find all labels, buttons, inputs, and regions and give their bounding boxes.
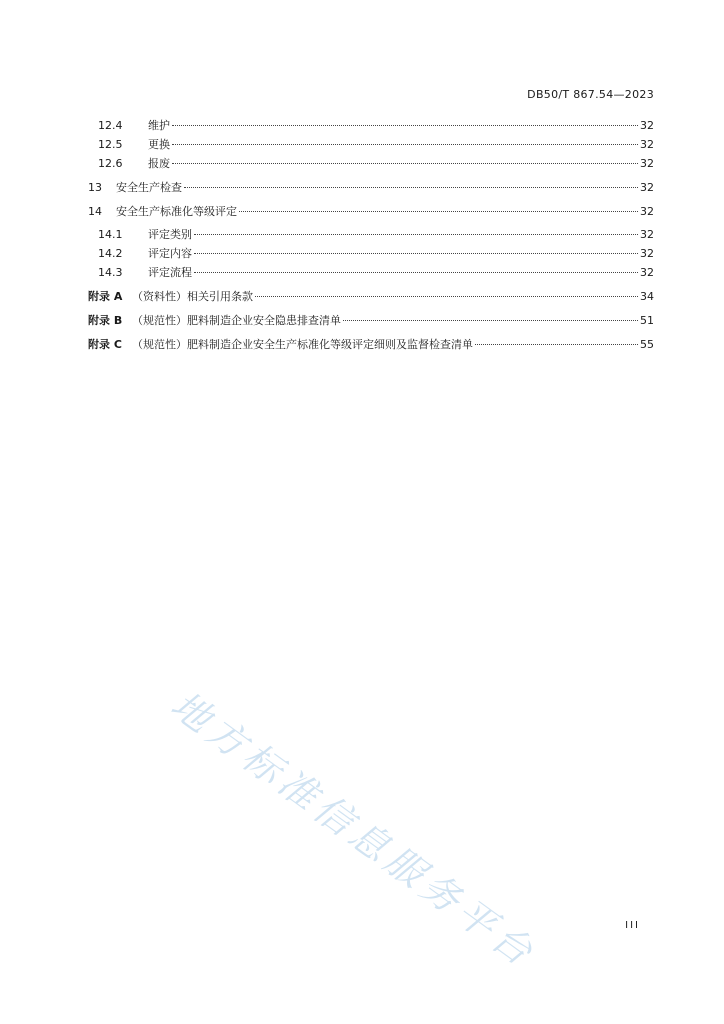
toc-entry-appendix-b[interactable] xyxy=(88,314,654,328)
document-code: DB50/T 867.54—2023 xyxy=(527,88,654,101)
toc-entry-page: 32 xyxy=(640,138,654,151)
toc-entry-title: （规范性）肥料制造企业安全生产标准化等级评定细则及监督检查清单 xyxy=(132,338,473,351)
toc-entry-12-6[interactable] xyxy=(98,157,654,171)
toc-entry-title: 评定内容 xyxy=(148,247,192,260)
toc-entry-number: 14.2 xyxy=(98,247,123,260)
toc-entry-title: 更换 xyxy=(148,138,170,151)
toc-entry-number: 13 xyxy=(88,181,102,194)
toc-entry-appendix-a[interactable] xyxy=(88,290,654,304)
toc-entry-title: 评定类别 xyxy=(148,228,192,241)
toc-entry-page: 51 xyxy=(640,314,654,327)
toc-entry-page: 32 xyxy=(640,228,654,241)
toc-entry-14-3[interactable] xyxy=(98,266,654,280)
toc-entry-number: 12.4 xyxy=(98,119,123,132)
toc-entry-number: 14.1 xyxy=(98,228,123,241)
toc-entry-page: 32 xyxy=(640,119,654,132)
toc-entry-14-1[interactable] xyxy=(98,228,654,242)
toc-entry-title: 评定流程 xyxy=(148,266,192,279)
toc-entry-number: 12.5 xyxy=(98,138,123,151)
toc-leader-dots xyxy=(255,296,638,297)
toc-entry-appendix-c[interactable] xyxy=(88,338,654,352)
toc-leader-dots xyxy=(194,272,638,273)
toc-entry-12-5[interactable] xyxy=(98,138,654,152)
toc-entry-page: 32 xyxy=(640,247,654,260)
toc-entry-title: 维护 xyxy=(148,119,170,132)
toc-entry-title: （资料性）相关引用条款 xyxy=(132,290,253,303)
toc-leader-dots xyxy=(194,253,638,254)
toc-leader-dots xyxy=(475,344,638,345)
toc-entry-page: 55 xyxy=(640,338,654,351)
toc-leader-dots xyxy=(172,144,638,145)
toc-leader-dots xyxy=(172,125,638,126)
watermark-text: 地方标准信息服务平台 xyxy=(163,682,545,977)
toc-entry-page: 34 xyxy=(640,290,654,303)
toc-entry-12-4[interactable] xyxy=(98,119,654,133)
toc-leader-dots xyxy=(194,234,638,235)
toc-leader-dots xyxy=(184,187,638,188)
toc-entry-title: 安全生产检查 xyxy=(116,181,182,194)
toc-entry-page: 32 xyxy=(640,205,654,218)
toc-entry-page: 32 xyxy=(640,157,654,170)
toc-entry-page: 32 xyxy=(640,181,654,194)
toc-entry-14[interactable] xyxy=(88,205,654,219)
page-number: III xyxy=(625,920,640,931)
toc-leader-dots xyxy=(239,211,638,212)
toc-entry-14-2[interactable] xyxy=(98,247,654,261)
toc-entry-title: （规范性）肥料制造企业安全隐患排查清单 xyxy=(132,314,341,327)
toc-entry-13[interactable] xyxy=(88,181,654,195)
toc-entry-number: 附录 C xyxy=(88,338,122,351)
toc-leader-dots xyxy=(172,163,638,164)
toc-entry-page: 32 xyxy=(640,266,654,279)
toc-entry-title: 安全生产标准化等级评定 xyxy=(116,205,237,218)
toc-leader-dots xyxy=(343,320,638,321)
toc-entry-title: 报废 xyxy=(148,157,170,170)
toc-entry-number: 14 xyxy=(88,205,102,218)
toc-entry-number: 14.3 xyxy=(98,266,123,279)
toc-entry-number: 附录 A xyxy=(88,290,123,303)
toc-entry-number: 附录 B xyxy=(88,314,123,327)
toc-entry-number: 12.6 xyxy=(98,157,123,170)
